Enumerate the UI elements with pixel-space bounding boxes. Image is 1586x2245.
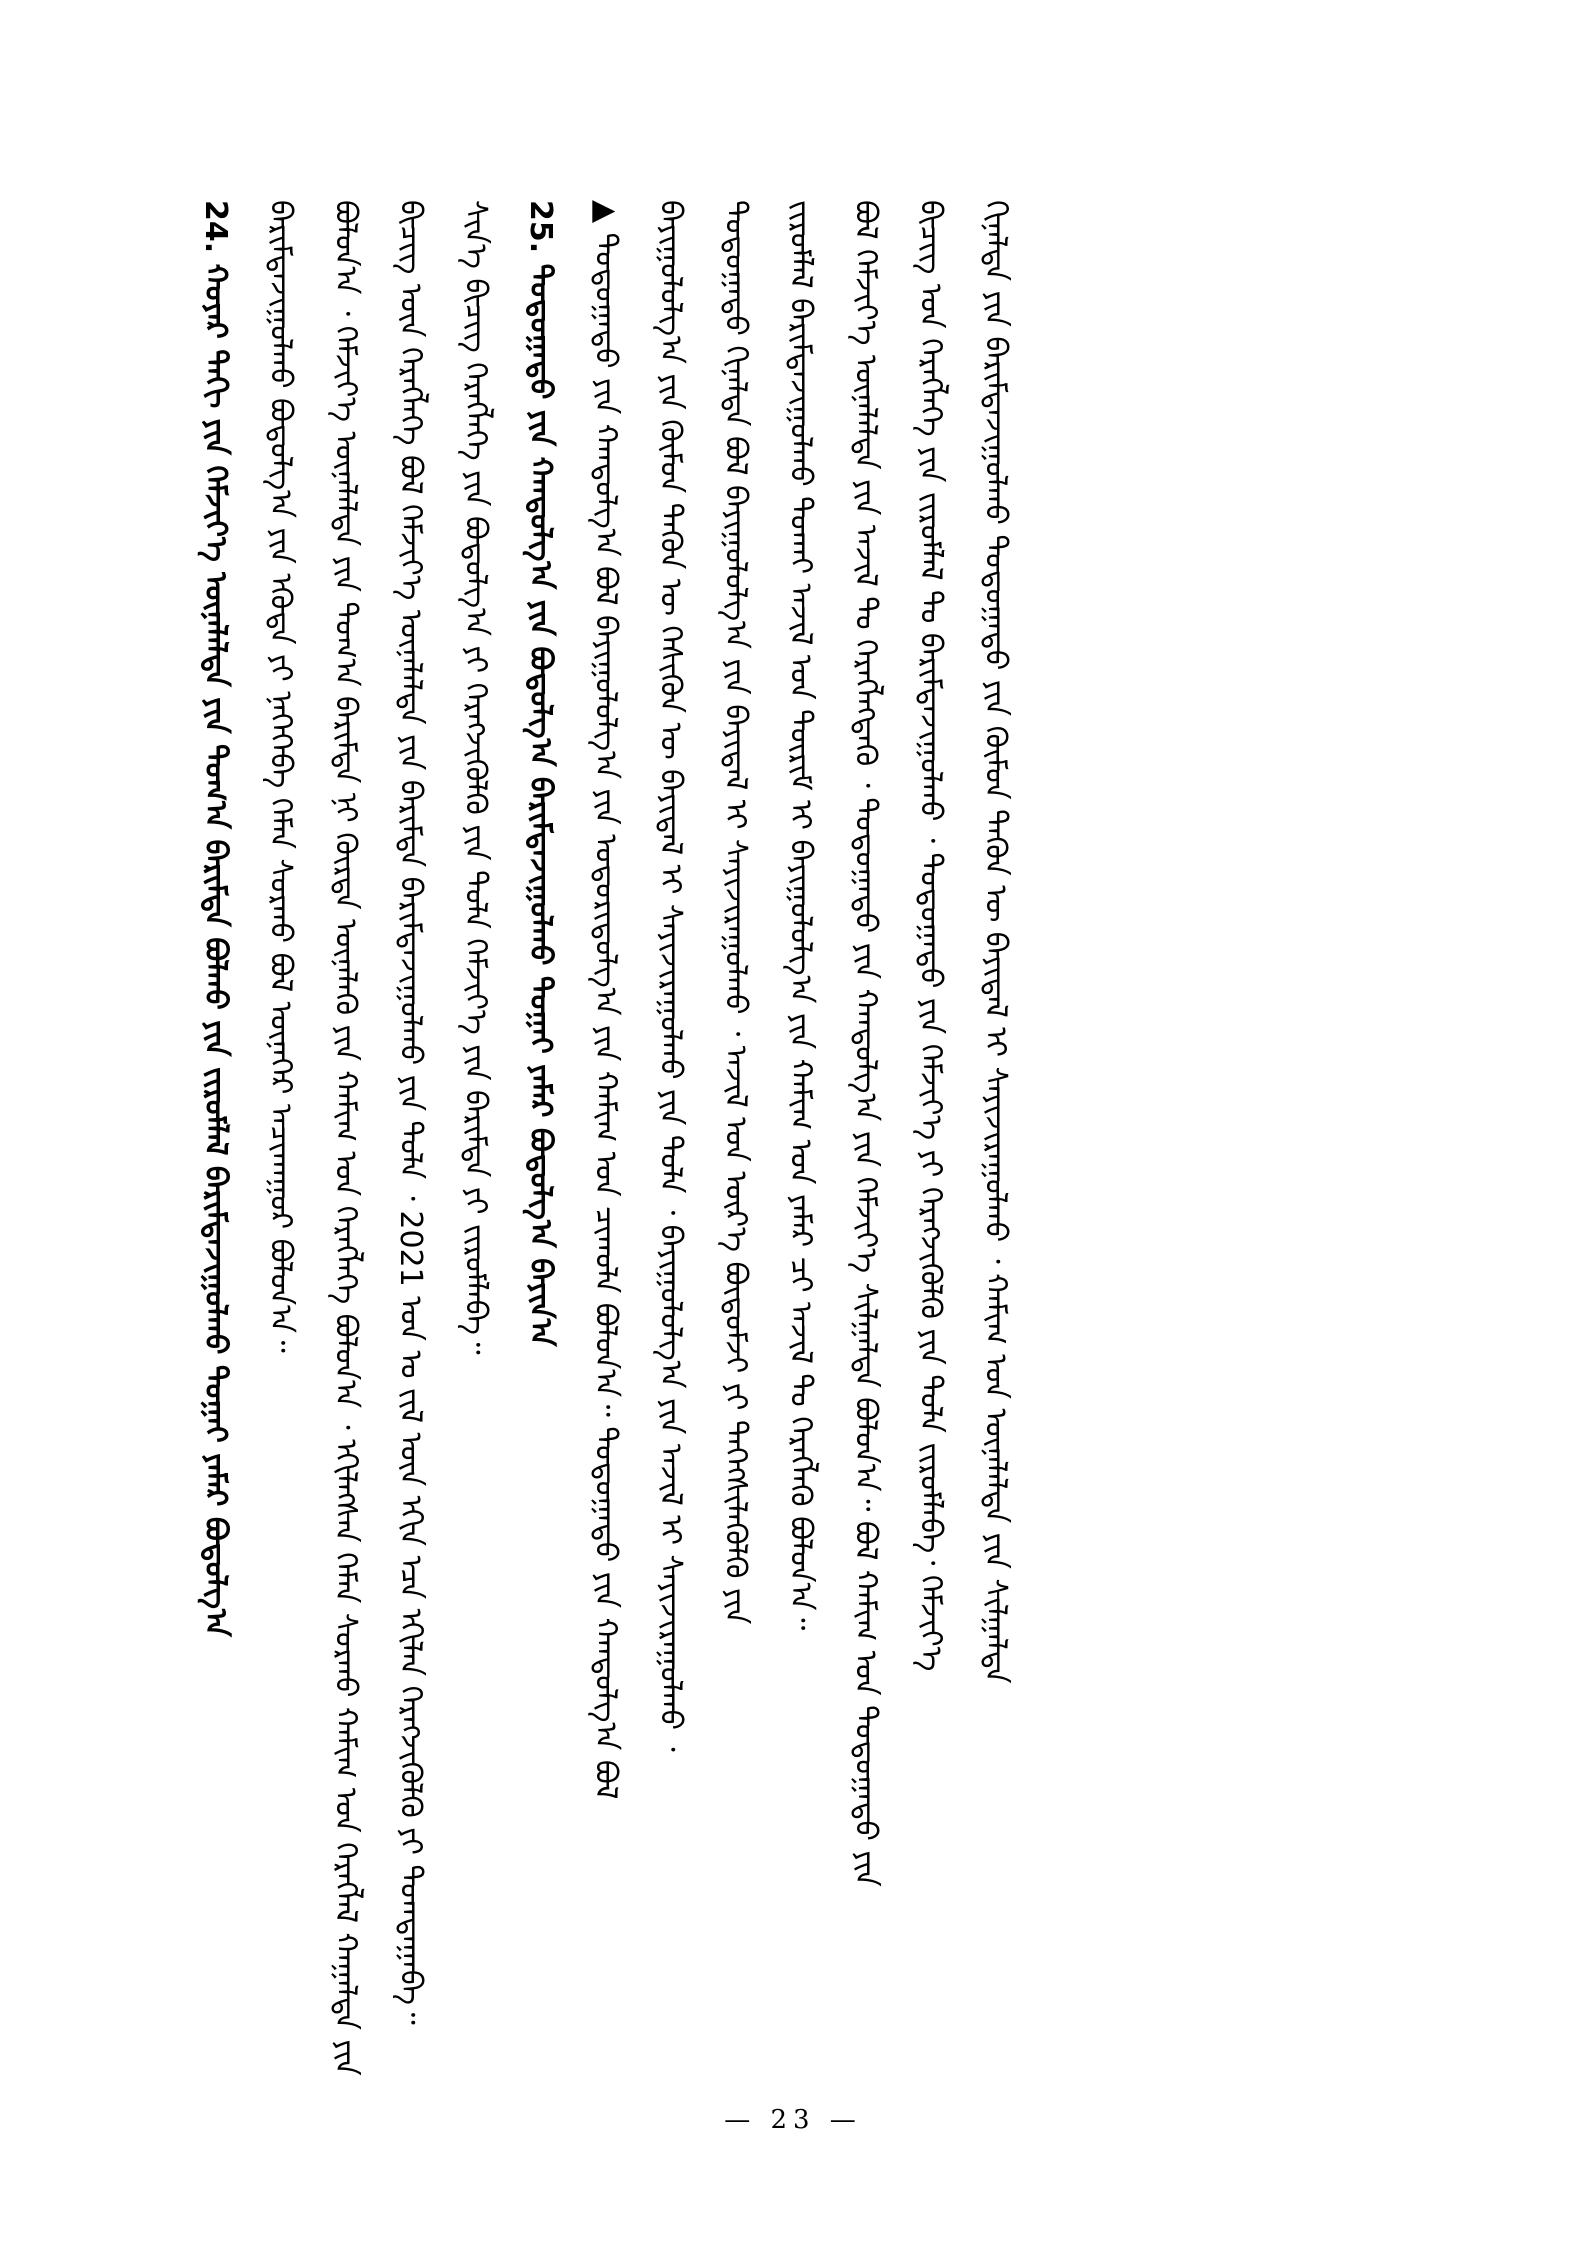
- column-text: ᠳᠣᠲᠣᠭᠠᠳᠤ ᠬᠢᠨᠠᠯᠲᠠ ᠪᠣᠯ ᠪᠠᠶᠢᠭᠤᠯᠤᠯᠭ᠎ᠠ ᠶᠢᠨ ᠪᠠᠶᠢᠳᠠᠯ ᠢ ᠰᠠᠶᠢᠵᠢᠷᠠᠭᠤᠯᠬᠤ ᠂ ᠠᠵᠢᠯ ᠤᠨ ᠦᠷ᠎ᠡ ᠪᠦᠲᠦᠮᠵᠢ ᠶᠢ ᠳᠡᠭᠡᠭᠰᠢᠯᠡᠭᠦᠯᠬᠦ ᠶᠢᠨ: [718, 200, 753, 1625]
- column-text: ᠪᠠᠶᠢᠭᠤᠯᠤᠯᠭ᠎ᠠ ᠶᠢᠨ ᠬᠦᠮᠦᠨ ᠲᠡᠭᠦᠨ ᠦ ᠭᠡᠰᠢᠭᠦᠨ ᠦ ᠪᠠᠶᠢᠳᠠᠯ ᠢ ᠰᠠᠶᠢᠵᠢᠷᠠᠭᠤᠯᠬᠤ ᠶᠢᠨ ᠲᠤᠯᠠ ᠂ ᠪᠠᠶᠢᠭᠤᠯᠤᠯᠭ᠎ᠠ ᠶᠢᠨ ᠠᠵᠢᠯ ᠢ ᠰᠠᠶᠢᠵᠢᠷᠠᠭᠤᠯᠬᠤ ᠂: [653, 200, 688, 1752]
- text-column-4: [393, 200, 428, 2060]
- column-text: ᠪᠣᠯ ᠬᠡᠮᠵᠢᠶ᠎ᠡ ᠦᠨᠡᠯᠡᠯᠲᠡ ᠶᠢᠨ ᠠᠵᠢᠯ ᠲᠤ ᠬᠡᠷᠡᠭᠯᠡᠭᠳᠡᠬᠦ ᠂ ᠳᠣᠲᠣᠭᠠᠳᠤ ᠶᠢᠨ ᠬᠠᠨᠳᠤᠯᠭ᠎ᠠ ᠶᠢᠨ ᠬᠡᠮᠵᠢᠶ᠎ᠡ ᠰᠢᠯᠭᠠᠯᠲᠠ ᠪᠣᠯᠤᠨ᠎ᠠ᠃ ᠪᠣᠯ ᠬᠠᠮᠢᠭ ᠤᠨ ᠳᠣᠲᠣᠭᠠᠳᠤ ᠶᠢᠨ: [848, 200, 883, 1887]
- text-column-11: [848, 200, 883, 2060]
- column-text: ᠰᠢᠨ᠎ᠡ ᠪᠢᠴᠢᠭ᠌ ᠬᠡᠷᠡᠭᠯᠡᠭᠡ ᠶᠢᠨ ᠪᠣᠳᠤᠯᠭ᠎ᠠ ᠶᠢ ᠬᠡᠷᠡᠭᠵᠢᠬᠦᠯᠬᠦ ᠶᠢᠨ ᠲᠤᠯᠠ ᠬᠡᠮᠵᠢᠶ᠎ᠡ ᠶᠢᠨ ᠪᠠᠷᠢᠮᠲᠠ ᠶᠢ ᠵᠢᠷᠤᠮᠯᠠᠪᠠ᠃: [458, 200, 493, 1355]
- heading-24-text: 24. ᠬᠣᠶᠠᠷ ᠳᠠᠬᠢ ᠶᠢᠨ ᠬᠡᠮᠵᠢᠶ᠎ᠡ ᠦᠨᠡᠯᠡᠯᠲᠡ ᠶᠢᠨ ᠲᠣᠭ᠎ᠠ ᠪᠠᠷᠢᠮᠲᠠ ᠪᠣᠯᠬᠤ ᠶᠢᠨ ᠵᠢᠷᠤᠮᠯᠠᠯ ᠪᠠᠷᠢᠮᠲᠠᠵᠢᠭᠤᠯᠬᠤ ᠲᠤᠭᠠᠢ ᠶᠠᠮᠠᠷ ᠪᠣᠳᠤᠯᠭ᠎ᠠ: [198, 200, 233, 1637]
- column-text: ᠬᠢᠨᠠᠯᠲᠠ ᠶᠢᠨ ᠪᠠᠷᠢᠮᠲᠠᠵᠢᠭᠤᠯᠬᠤ ᠳᠣᠲᠣᠭᠠᠳᠤ ᠶᠢᠨ ᠬᠦᠮᠦᠨ ᠲᠡᠭᠦᠨ ᠦ ᠪᠠᠶᠢᠳᠠᠯ ᠢ ᠰᠠᠶᠢᠵᠢᠷᠠᠭᠤᠯᠬᠤ ᠂ ᠬᠠᠮᠢᠭ ᠤᠨ ᠦᠨᠡᠯᠡᠯᠲᠡ ᠶᠢᠨ ᠰᠢᠯᠭᠠᠯᠲᠠ: [978, 200, 1013, 1684]
- column-text: ᠪᠠᠷᠢᠮᠲᠠᠵᠢᠭᠤᠯᠬᠤ ᠪᠣᠳᠤᠯᠭ᠎ᠠ ᠶᠢᠨ ᠡᠭᠦᠳᠡ ᠶᠢ ᠨᠡᠭᠡᠭᠡᠪᠡ ᠬᠡᠮᠡᠨ ᠰᠤᠷᠬᠤ ᠪᠣᠯ ᠦᠨᠡᠭᠡᠷ ᠠᠴᠢᠬᠠᠭᠤᠷ ᠪᠣᠯᠤᠨ᠎ᠠ᠃: [263, 200, 298, 1353]
- text-column-8: [653, 200, 688, 2060]
- heading-24: [198, 200, 233, 2060]
- text-column-13: [978, 200, 1013, 2060]
- text-column-12: [913, 200, 948, 2060]
- column-text: ᠵᠢᠷᠤᠮᠯᠠᠯ ᠪᠠᠷᠢᠮᠲᠠᠵᠢᠭᠤᠯᠬᠤ ᠲᠤᠬᠠᠢ ᠠᠵᠢᠯ ᠤᠨ ᠳᠦᠷᠢᠮ ᠢ ᠪᠠᠶᠢᠭᠤᠯᠤᠯᠭ᠎ᠠ ᠶᠢᠨ ᠬᠠᠮᠢᠭ ᠤᠨ ᠶᠠᠮᠠᠷ ᠴᠢ ᠠᠵᠢᠯ ᠲᠤ ᠬᠡᠷᠡᠭᠯᠡᠬᠦ ᠪᠣᠯᠤᠨ᠎ᠠ᠃: [783, 200, 818, 1631]
- column-text: ᠳᠣᠲᠣᠭᠠᠳᠤ ᠶᠢᠨ ᠬᠠᠨᠳᠤᠯᠭ᠎ᠠ ᠪᠣᠯ ᠪᠠᠶᠢᠭᠤᠯᠤᠯᠭ᠎ᠠ ᠶᠢᠨ ᠤᠳᠤᠷᠢᠳᠤᠯᠭ᠎ᠠ ᠶᠢᠨ ᠬᠠᠮᠢᠭ ᠤᠨ ᠴᠢᠬᠤᠯᠠ ᠪᠣᠯᠤᠨ᠎ᠠ᠃ ᠳᠣᠲᠣᠭᠠᠳᠤ ᠶᠢᠨ ᠬᠠᠨᠳᠤᠯᠭ᠎ᠠ ᠪᠣᠯ: [588, 232, 623, 1800]
- heading-25: [523, 200, 558, 1900]
- column-text: ᠪᠢᠴᠢᠭ᠌ ᠤᠨ ᠬᠡᠷᠡᠭᠯᠡᠭᠡ ᠶᠢᠨ ᠵᠢᠷᠤᠮᠯᠠᠯ ᠲᠤ ᠪᠠᠷᠢᠮᠲᠠᠵᠢᠭᠤᠯᠬᠤ ᠂ ᠳᠣᠲᠣᠭᠠᠳᠤ ᠶᠢᠨ ᠬᠡᠮᠵᠢᠶ᠎ᠡ ᠶᠢ ᠬᠡᠷᠡᠭᠵᠢᠬᠦᠯᠬᠦ ᠶᠢᠨ ᠲᠤᠯᠠ ᠵᠢᠷᠤᠮᠯᠠᠪᠠ᠂ ᠬᠡᠮᠵᠢᠶ᠎ᠡ: [913, 200, 948, 1672]
- text-column-7: [588, 200, 623, 2060]
- text-column-5: [458, 200, 493, 1630]
- text-column-3: [328, 200, 363, 2076]
- text-column-2: [263, 200, 298, 1650]
- column-text: ᠪᠢᠴᠢᠭ᠌ ᠦᠨ ᠬᠡᠷᠡᠭᠯᠡᠭᠡ ᠪᠣᠯ ᠬᠡᠮᠵᠢᠶ᠎ᠡ ᠦᠨᠡᠯᠡᠯᠲᠡ ᠶᠢᠨ ᠪᠠᠷᠢᠮᠲᠠ ᠪᠠᠷᠢᠮᠲᠠᠵᠢᠭᠤᠯᠬᠤ ᠶᠢᠨ ᠲᠤᠯᠠ ᠂ 2021 ᠣᠨ ᠤ ᠵᠢᠯ ᠦᠨ ᠡᠬᠢᠨ ᠡᠴᠡ ᠡᠬᠢᠯᠡᠨ ᠬᠡᠷᠡᠭᠵᠢᠬᠦᠯᠬᠦ ᠶᠢ ᠲᠣᠭᠲᠠᠭᠠᠪᠠ᠃: [393, 200, 428, 2025]
- page-number: — 23 —: [724, 2105, 862, 2135]
- text-column-9: [718, 200, 753, 2060]
- column-text: ᠪᠣᠯᠤᠨ᠎ᠠ ᠂ ᠬᠡᠮᠵᠢᠶ᠎ᠡ ᠦᠨᠡᠯᠡᠯᠲᠡ ᠶᠢᠨ ᠲᠣᠭ᠎ᠠ ᠪᠠᠷᠢᠮᠲᠠ ᠨᠢ ᠬᠦᠷᠳᠡ ᠦᠨᠡᠯᠡᠬᠦ ᠶᠢᠨ ᠬᠠᠮᠢᠭ ᠤᠨ ᠬᠡᠷᠡᠭᠯᠡᠭᠡ ᠪᠣᠯᠤᠨ᠎ᠠ ᠂ ᠡᠬᠢᠯᠡᠭᠰᠡᠨ ᠬᠡᠮᠡᠨ ᠰᠤᠷᠬᠤ ᠬᠠᠮᠢᠭ ᠤᠨ ᠬᠡᠷᠡᠭᠯᠡᠯ ᠬᠠᠭᠠᠯᠲᠠ ᠶᠢᠨ: [328, 200, 363, 2076]
- heading-25-text: 25. ᠳᠣᠲᠣᠭᠠᠳᠤ ᠶᠢᠨ ᠬᠠᠨᠳᠤᠯᠭ᠎ᠠ ᠶᠢᠨ ᠪᠣᠳᠣᠯᠭ᠎ᠠ ᠪᠠᠷᠢᠮᠲᠠᠵᠢᠭᠤᠯᠬᠤ ᠲᠤᠭᠠᠢ ᠶᠠᠮᠠᠷ ᠪᠣᠳᠤᠯᠭ᠎ᠠ ᠪᠠᠶᠢᠨ᠎ᠠ: [523, 200, 558, 1347]
- bullet-triangle-icon: ▲: [588, 200, 623, 224]
- text-column-10: [783, 200, 818, 1850]
